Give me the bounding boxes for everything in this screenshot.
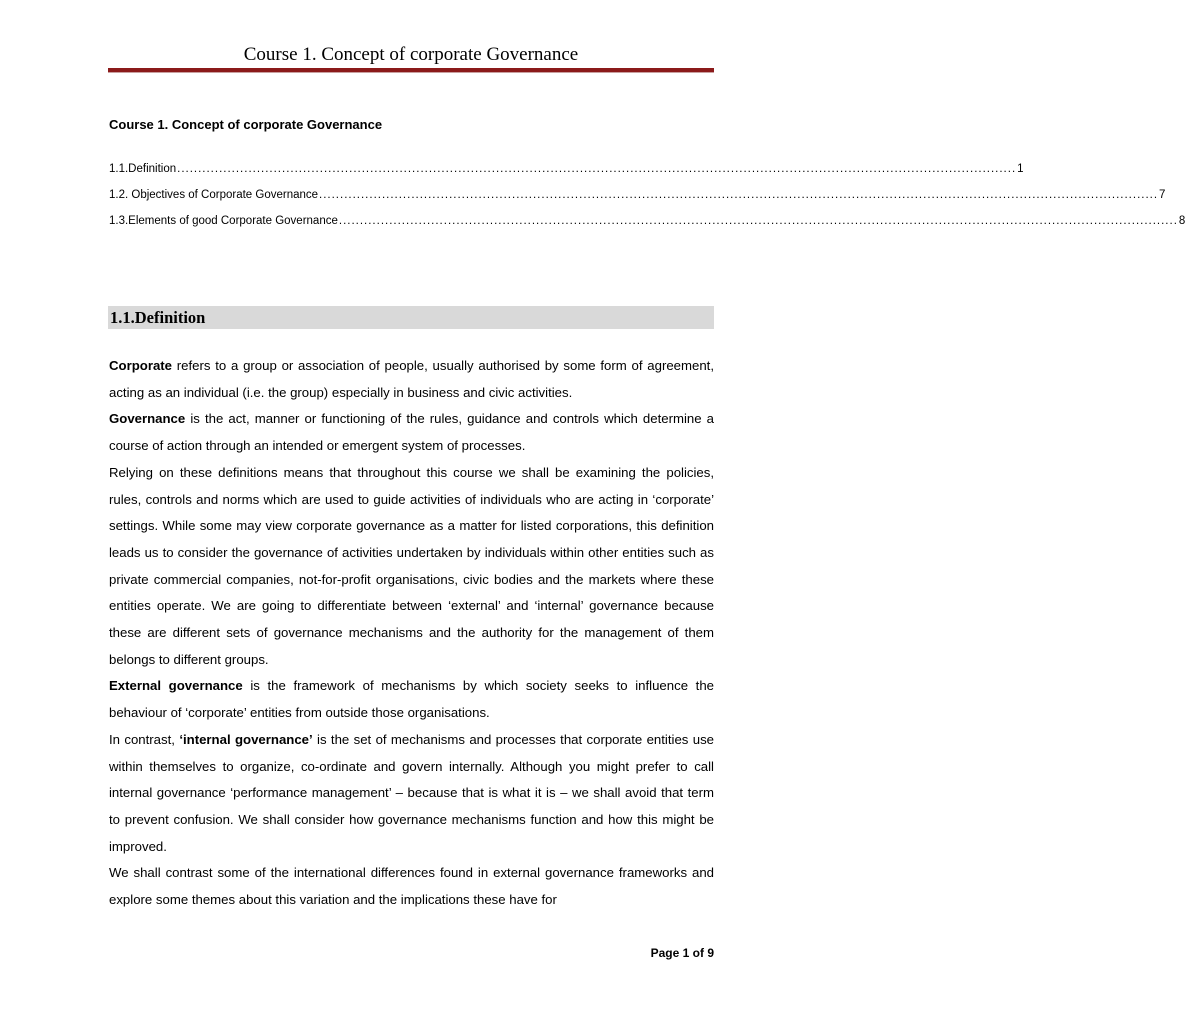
paragraph-external-governance xyxy=(109,673,714,726)
footer-page-number: 1 xyxy=(682,946,690,960)
footer-of-label: of xyxy=(692,946,704,960)
footer-page-total: 9 xyxy=(707,946,714,960)
toc-entry-label: 1.1.Definition xyxy=(109,163,177,175)
paragraph-internal-governance xyxy=(109,727,714,861)
toc-entry[interactable] xyxy=(109,160,1024,186)
toc-title: Course 1. Concept of corporate Governance xyxy=(109,117,383,132)
paragraph-contrast: We shall contrast some of the international differences found in external governance frameworks and explore some themes about this variation and the implications these have for xyxy=(109,865,714,908)
toc-entry-page: 7 xyxy=(1159,189,1166,201)
toc-leader-dots: ........................................................................................................................................................................................................ xyxy=(319,189,1159,201)
paragraph-text: is the framework of mechanisms by which society seeks to influence the behaviour of ‘corporate’ entities from outside those organisations. xyxy=(109,678,714,721)
section-title: 1.1.Definition xyxy=(110,308,206,327)
paragraph-text: refers to a group or association of people, usually authorised by some form of agreement, acting as an individual (i.e. the group) especially in business and civic activities. xyxy=(109,358,714,400)
paragraph-corporate xyxy=(109,353,714,406)
term-corporate: Corporate xyxy=(109,358,173,373)
page-header-title: Course 1. Concept of corporate Governance xyxy=(243,44,579,65)
section-body xyxy=(109,353,714,914)
paragraph-definitions: Relying on these definitions means that throughout this course we shall be examining the policies, rules, controls and norms which are used to guide activities of individuals who are acting in ‘corporate’ settings. While some may view corporate governance as a matter for listed corporations, this definition leads us to consider the governance of activities undertaken by individuals within other entities such as private commercial companies, not-for-profit organisations, civic bodies and the markets where these entities operate. We are going to differentiate between ‘external’ and ‘internal’ governance because these are different sets of governance mechanisms and the authority for the management of them belongs to different groups. xyxy=(109,464,714,667)
term-governance: Governance xyxy=(109,411,186,427)
footer-page-label: Page xyxy=(650,946,680,960)
term-internal-governance: ‘internal governance’ xyxy=(179,731,313,747)
toc-entry-label: 1.2. Objectives of Corporate Governance xyxy=(109,189,319,201)
header-rule xyxy=(108,68,714,73)
table-of-contents xyxy=(109,160,1185,238)
toc-entry-label: 1.3.Elements of good Corporate Governance xyxy=(109,215,338,227)
toc-entry[interactable] xyxy=(109,212,1185,238)
paragraph-text: is the act, manner or functioning of the rules, guidance and controls which determine a course of action through an intended or emergent system of processes. xyxy=(109,411,714,454)
page-footer xyxy=(600,946,714,960)
toc-entry-page: 8 xyxy=(1178,215,1185,227)
paragraph-governance xyxy=(109,406,714,459)
toc-leader-dots: ........................................................................................................................................................................................................ xyxy=(177,163,1017,175)
toc-entry[interactable] xyxy=(109,186,1166,212)
toc-entry-page: 1 xyxy=(1017,163,1024,175)
paragraph-text: is the set of mechanisms and processes that corporate entities use within themselves to organize, co-ordinate and govern internally. Although you might prefer to call internal governance ‘performance management’ – because that is what it is – we shall avoid that term to prevent confusion. We shall consider how governance mechanisms function and how this might be improved. xyxy=(109,731,714,854)
toc-leader-dots: ........................................................................................................................................................................................................ xyxy=(338,215,1178,227)
paragraph-lead: In contrast, xyxy=(109,731,180,747)
term-external-governance: External governance xyxy=(109,678,243,694)
